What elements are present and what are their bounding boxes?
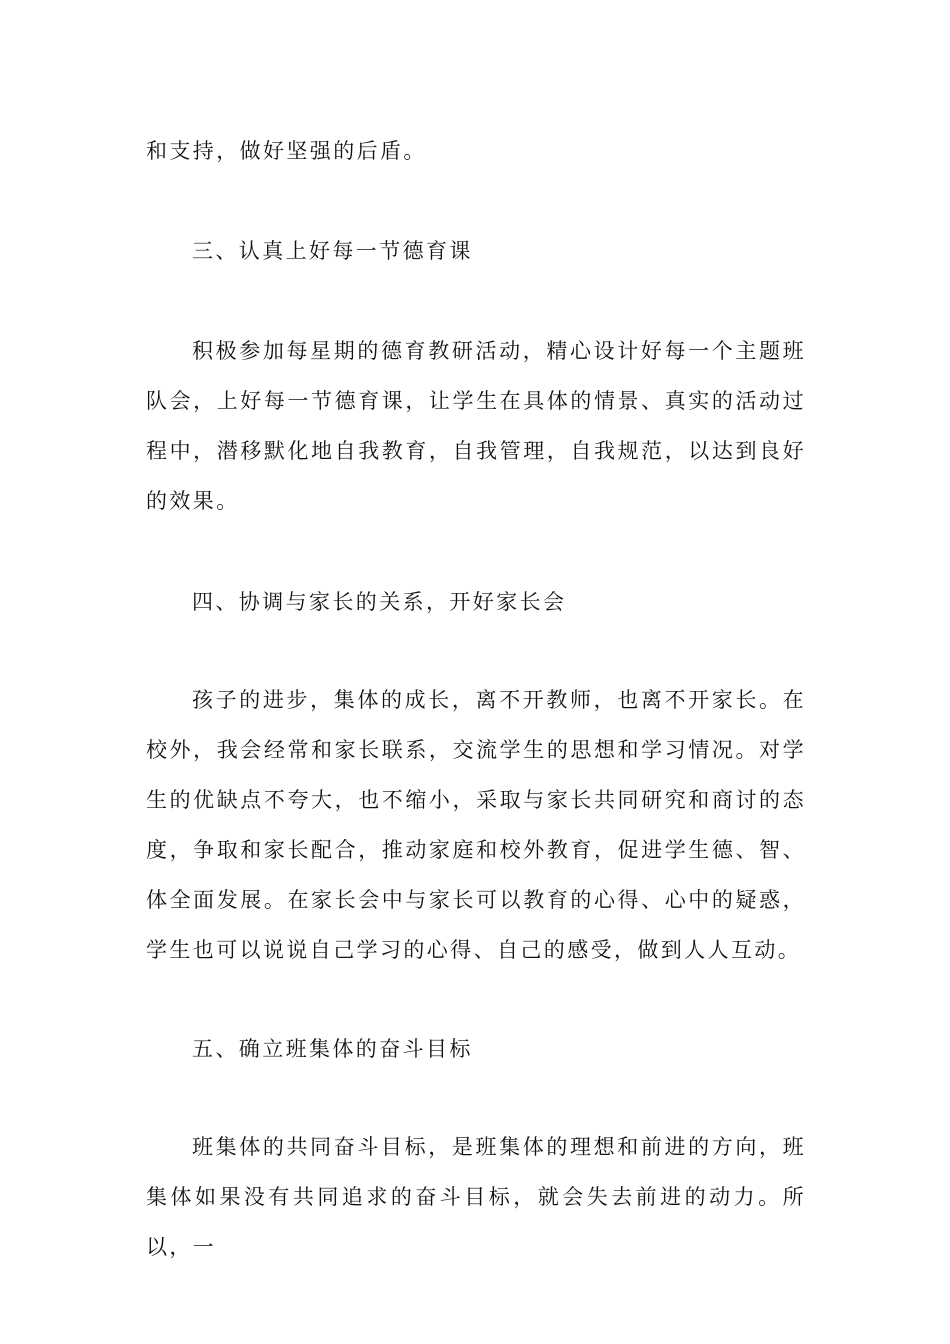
continuation-paragraph: 和支持，做好坚强的后盾。: [146, 139, 427, 163]
section-body-4: 孩子的进步，集体的成长，离不开教师，也离不开家长。在校外，我会经常和家长联系，交流学生的思想和学习情况。对学生的优缺点不夸大，也不缩小，采取与家长共同研究和商讨的态度，争取和家长配合，推动家庭和校外教育，促进学生德、智、体全面发展。在家长会中与家长可以教育的心得、心中的疑惑，学生也可以说说自己学习的心得、自己的感受，做到人人互动。: [146, 688, 806, 962]
section-body-5: 班集体的共同奋斗目标，是班集体的理想和前进的方向，班集体如果没有共同追求的奋斗目标，就会失去前进的动力。所以，一: [146, 1135, 806, 1259]
section-heading-4: 四、协调与家长的关系，开好家长会: [192, 590, 567, 614]
section-heading-3: 三、认真上好每一节德育课: [192, 239, 473, 263]
section-body-3: 积极参加每星期的德育教研活动，精心设计好每一个主题班队会，上好每一节德育课，让学生在具体的情景、真实的活动过程中，潜移默化地自我教育，自我管理，自我规范，以达到良好的效果。: [146, 339, 806, 513]
section-heading-5: 五、确立班集体的奋斗目标: [192, 1037, 473, 1061]
